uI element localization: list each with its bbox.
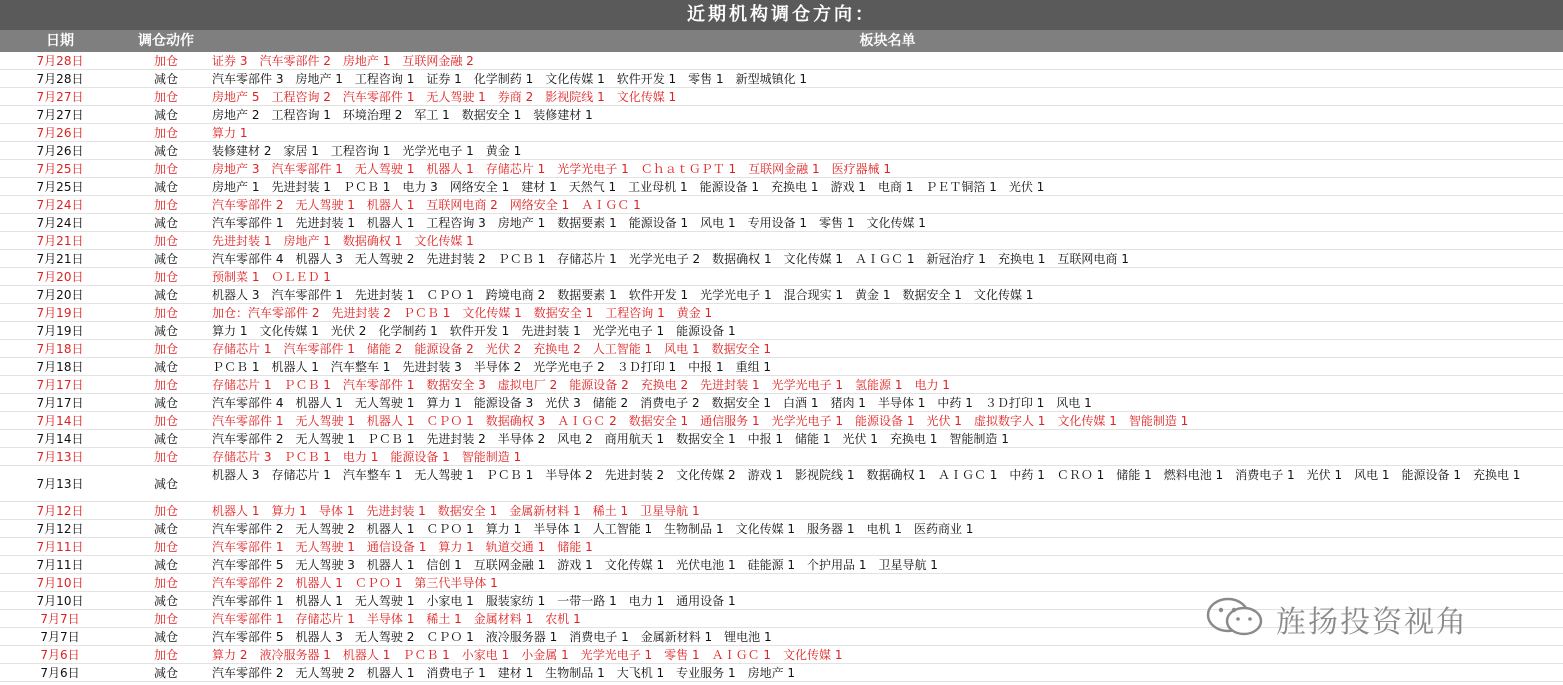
row-action: 加仓 xyxy=(153,54,178,68)
row-sector-list: 汽车零部件 2 无人驾驶 2 机器人 1 ＣＰＯ 1 算力 1 半导体 1 人工智能 1 生物制品 1 文化传媒 1 服务器 1 电机 1 医药商业 1 xyxy=(212,522,974,536)
row-date: 7月10日 xyxy=(36,576,84,590)
table-body xyxy=(0,52,1563,682)
table-row xyxy=(0,358,1563,376)
table-row xyxy=(0,466,1563,502)
row-action: 加仓 xyxy=(153,576,178,590)
row-sector-list: 汽车零部件 1 机器人 1 无人驾驶 1 小家电 1 服装家纺 1 一带一路 1 电力 1 通用设备 1 xyxy=(212,594,736,608)
row-action: 减仓 xyxy=(153,324,178,338)
row-sector-list: 汽车零部件 1 无人驾驶 1 机器人 1 ＣＰＯ 1 数据确权 3 ＡＩＧＣ 2 数据安全 1 通信服务 1 光学光电子 1 能源设备 1 光伏 1 虚拟数字人 1 文化传媒 1 智能制造 1 xyxy=(212,414,1189,428)
row-date: 7月6日 xyxy=(40,648,80,662)
row-date: 7月27日 xyxy=(36,90,84,104)
row-action: 减仓 xyxy=(153,288,178,302)
table-row xyxy=(0,304,1563,322)
row-action: 加仓 xyxy=(153,270,178,284)
row-sector-list: 算力 1 xyxy=(212,126,248,140)
row-sector-list: 装修建材 2 家居 1 工程咨询 1 光学光电子 1 黄金 1 xyxy=(212,144,522,158)
column-header-action: 调仓动作 xyxy=(138,33,194,49)
row-date: 7月19日 xyxy=(36,306,84,320)
row-date: 7月11日 xyxy=(36,558,84,572)
row-date: 7月13日 xyxy=(36,477,84,491)
watermark xyxy=(1204,593,1524,643)
row-action: 加仓 xyxy=(153,378,178,392)
row-date: 7月26日 xyxy=(36,126,84,140)
row-action: 减仓 xyxy=(153,216,178,230)
row-action: 加仓 xyxy=(153,162,178,176)
table-row xyxy=(0,268,1563,286)
row-action: 加仓 xyxy=(153,612,178,626)
table-row xyxy=(0,340,1563,358)
table-row xyxy=(0,106,1563,124)
row-sector-list: 汽车零部件 2 无人驾驶 2 机器人 1 消费电子 1 建材 1 生物制品 1 大飞机 1 专业服务 1 房地产 1 xyxy=(212,666,796,680)
row-sector-list: 机器人 3 存储芯片 1 汽车整车 1 无人驾驶 1 ＰＣＢ 1 半导体 2 先进封装 2 文化传媒 2 游戏 1 影视院线 1 数据确权 1 ＡＩＧＣ 1 中药 1 ＣＲＯ 1 储能 1 燃料电池 1 消费电子 1 光伏 1 风电 1 能源设备 1 充换电 1 xyxy=(212,468,1521,482)
row-sector-list: 先进封装 1 房地产 1 数据确权 1 文化传媒 1 xyxy=(212,234,474,248)
row-action: 减仓 xyxy=(153,180,178,194)
table-row xyxy=(0,286,1563,304)
row-sector-list: 证券 3 汽车零部件 2 房地产 1 互联网金融 2 xyxy=(212,54,474,68)
table-row xyxy=(0,664,1563,682)
row-sector-list: 汽车零部件 4 机器人 3 无人驾驶 2 先进封装 2 ＰＣＢ 1 存储芯片 1 光学光电子 2 数据确权 1 文化传媒 1 ＡＩＧＣ 1 新冠治疗 1 充换电 1 互联网电商 1 xyxy=(212,252,1129,266)
row-date: 7月14日 xyxy=(36,414,84,428)
row-date: 7月7日 xyxy=(40,612,80,626)
table-row xyxy=(0,646,1563,664)
row-date: 7月17日 xyxy=(36,378,84,392)
row-date: 7月7日 xyxy=(40,630,80,644)
table-row xyxy=(0,448,1563,466)
row-sector-list: 汽车零部件 3 房地产 1 工程咨询 1 证券 1 化学制药 1 文化传媒 1 软件开发 1 零售 1 新型城镇化 1 xyxy=(212,72,808,86)
table-row xyxy=(0,376,1563,394)
row-action: 减仓 xyxy=(153,252,178,266)
row-date: 7月13日 xyxy=(36,450,84,464)
table-row xyxy=(0,196,1563,214)
row-date: 7月27日 xyxy=(36,108,84,122)
row-action: 减仓 xyxy=(153,477,178,491)
row-action: 减仓 xyxy=(153,144,178,158)
row-sector-list: 房地产 3 汽车零部件 1 无人驾驶 1 机器人 1 存储芯片 1 光学光电子 1 ＣｈａｔＧＰＴ 1 互联网金融 1 医疗器械 1 xyxy=(212,162,892,176)
row-sector-list: 汽车零部件 1 先进封装 1 机器人 1 工程咨询 3 房地产 1 数据要素 1 能源设备 1 风电 1 专用设备 1 零售 1 文化传媒 1 xyxy=(212,216,926,230)
table-row xyxy=(0,232,1563,250)
row-date: 7月21日 xyxy=(36,234,84,248)
row-date: 7月18日 xyxy=(36,342,84,356)
row-date: 7月10日 xyxy=(36,594,84,608)
row-sector-list: ＰＣＢ 1 机器人 1 汽车整车 1 先进封装 3 半导体 2 光学光电子 2 ３Ｄ打印 1 中报 1 重组 1 xyxy=(212,360,772,374)
row-sector-list: 汽车零部件 1 无人驾驶 1 通信设备 1 算力 1 轨道交通 1 储能 1 xyxy=(212,540,593,554)
row-sector-list: 机器人 1 算力 1 导体 1 先进封装 1 数据安全 1 金属新材料 1 稀土 1 卫星导航 1 xyxy=(212,504,700,518)
row-action: 加仓 xyxy=(153,540,178,554)
table-row xyxy=(0,214,1563,232)
row-action: 加仓 xyxy=(153,234,178,248)
row-action: 加仓 xyxy=(153,90,178,104)
row-date: 7月21日 xyxy=(36,252,84,266)
row-date: 7月28日 xyxy=(36,72,84,86)
row-action: 减仓 xyxy=(153,396,178,410)
row-sector-list: 算力 2 液冷服务器 1 机器人 1 ＰＣＢ 1 小家电 1 小金属 1 光学光电子 1 零售 1 ＡＩＧＣ 1 文化传媒 1 xyxy=(212,648,843,662)
row-action: 加仓 xyxy=(153,504,178,518)
row-action: 减仓 xyxy=(153,630,178,644)
row-sector-list: 汽车零部件 1 存储芯片 1 半导体 1 稀土 1 金属材料 1 农机 1 xyxy=(212,612,581,626)
table-row xyxy=(0,88,1563,106)
row-sector-list: 预制菜 1 ＯＬＥＤ 1 xyxy=(212,270,331,284)
table-row xyxy=(0,124,1563,142)
table-row xyxy=(0,430,1563,448)
column-header-list: 板块名单 xyxy=(859,33,916,49)
row-date: 7月14日 xyxy=(36,432,84,446)
row-sector-list: 汽车零部件 5 无人驾驶 3 机器人 1 信创 1 互联网金融 1 游戏 1 文化传媒 1 光伏电池 1 硅能源 1 个护用品 1 卫星导航 1 xyxy=(212,558,938,572)
row-sector-list: 房地产 1 先进封装 1 ＰＣＢ 1 电力 3 网络安全 1 建材 1 天然气 1 工业母机 1 能源设备 1 充换电 1 游戏 1 电商 1 ＰＥＴ铜箔 1 光伏 1 xyxy=(212,180,1045,194)
row-date: 7月24日 xyxy=(36,198,84,212)
row-action: 加仓 xyxy=(153,342,178,356)
row-date: 7月18日 xyxy=(36,360,84,374)
row-action: 减仓 xyxy=(153,558,178,572)
page-title: 近期机构调仓方向： xyxy=(0,0,1563,30)
row-sector-list: 房地产 5 工程咨询 2 汽车零部件 1 无人驾驶 1 券商 2 影视院线 1 文化传媒 1 xyxy=(212,90,677,104)
row-sector-list: 汽车零部件 4 机器人 1 无人驾驶 1 算力 1 能源设备 3 光伏 3 储能 2 消费电子 2 数据安全 1 白酒 1 猪肉 1 半导体 1 中药 1 ３Ｄ打印 1 风电 1 xyxy=(212,396,1092,410)
row-date: 7月12日 xyxy=(36,504,84,518)
row-action: 加仓 xyxy=(153,306,178,320)
table-row xyxy=(0,502,1563,520)
row-action: 减仓 xyxy=(153,522,178,536)
row-action: 加仓 xyxy=(153,198,178,212)
row-sector-list: 加仓：汽车零部件 2 先进封装 2 ＰＣＢ 1 文化传媒 1 数据安全 1 工程咨询 1 黄金 1 xyxy=(212,306,713,320)
row-date: 7月20日 xyxy=(36,270,84,284)
row-sector-list: 汽车零部件 2 机器人 1 ＣＰＯ 1 第三代半导体 1 xyxy=(212,576,498,590)
column-header-date: 日期 xyxy=(46,33,74,49)
table-row xyxy=(0,556,1563,574)
row-date: 7月20日 xyxy=(36,288,84,302)
table-row xyxy=(0,538,1563,556)
table-row xyxy=(0,250,1563,268)
row-sector-list: 算力 1 文化传媒 1 光伏 2 化学制药 1 软件开发 1 先进封装 1 光学光电子 1 能源设备 1 xyxy=(212,324,736,338)
row-date: 7月28日 xyxy=(36,54,84,68)
row-action: 加仓 xyxy=(153,648,178,662)
row-date: 7月26日 xyxy=(36,144,84,158)
table-row xyxy=(0,394,1563,412)
table-row xyxy=(0,142,1563,160)
row-sector-list: 房地产 2 工程咨询 1 环境治理 2 军工 1 数据安全 1 装修建材 1 xyxy=(212,108,593,122)
row-action: 加仓 xyxy=(153,126,178,140)
row-date: 7月19日 xyxy=(36,324,84,338)
row-date: 7月6日 xyxy=(40,666,80,680)
row-date: 7月17日 xyxy=(36,396,84,410)
table-row xyxy=(0,160,1563,178)
table-row xyxy=(0,52,1563,70)
row-sector-list: 存储芯片 1 ＰＣＢ 1 汽车零部件 1 数据安全 3 虚拟电厂 2 能源设备 2 充换电 2 先进封装 1 光学光电子 1 氢能源 1 电力 1 xyxy=(212,378,950,392)
row-sector-list: 汽车零部件 5 机器人 3 无人驾驶 2 ＣＰＯ 1 液冷服务器 1 消费电子 1 金属新材料 1 锂电池 1 xyxy=(212,630,772,644)
row-action: 减仓 xyxy=(153,432,178,446)
row-action: 减仓 xyxy=(153,360,178,374)
row-sector-list: 存储芯片 3 ＰＣＢ 1 电力 1 能源设备 1 智能制造 1 xyxy=(212,450,522,464)
row-date: 7月25日 xyxy=(36,180,84,194)
row-date: 7月11日 xyxy=(36,540,84,554)
row-date: 7月25日 xyxy=(36,162,84,176)
row-sector-list: 机器人 3 汽车零部件 1 先进封装 1 ＣＰＯ 1 跨境电商 2 数据要素 1 软件开发 1 光学光电子 1 混合现实 1 黄金 1 数据安全 1 文化传媒 1 xyxy=(212,288,1034,302)
table-header xyxy=(0,30,1563,52)
table-row xyxy=(0,322,1563,340)
watermark-text: 旌扬投资视角 xyxy=(1276,605,1468,640)
table-row xyxy=(0,574,1563,592)
row-action: 加仓 xyxy=(153,450,178,464)
row-sector-list: 存储芯片 1 汽车零部件 1 储能 2 能源设备 2 光伏 2 充换电 2 人工智能 1 风电 1 数据安全 1 xyxy=(212,342,772,356)
row-action: 加仓 xyxy=(153,414,178,428)
table-row xyxy=(0,70,1563,88)
row-date: 7月12日 xyxy=(36,522,84,536)
row-action: 减仓 xyxy=(153,666,178,680)
table-row xyxy=(0,520,1563,538)
row-action: 减仓 xyxy=(153,72,178,86)
row-sector-list: 汽车零部件 2 无人驾驶 1 机器人 1 互联网电商 2 网络安全 1 ＡＩＧＣ 1 xyxy=(212,198,641,212)
row-date: 7月24日 xyxy=(36,216,84,230)
table-row xyxy=(0,412,1563,430)
row-sector-list: 汽车零部件 2 无人驾驶 1 ＰＣＢ 1 先进封装 2 半导体 2 风电 2 商用航天 1 数据安全 1 中报 1 储能 1 光伏 1 充换电 1 智能制造 1 xyxy=(212,432,1009,446)
row-action: 减仓 xyxy=(153,108,178,122)
table-row xyxy=(0,178,1563,196)
row-action: 减仓 xyxy=(153,594,178,608)
wechat-icon xyxy=(1204,595,1266,639)
